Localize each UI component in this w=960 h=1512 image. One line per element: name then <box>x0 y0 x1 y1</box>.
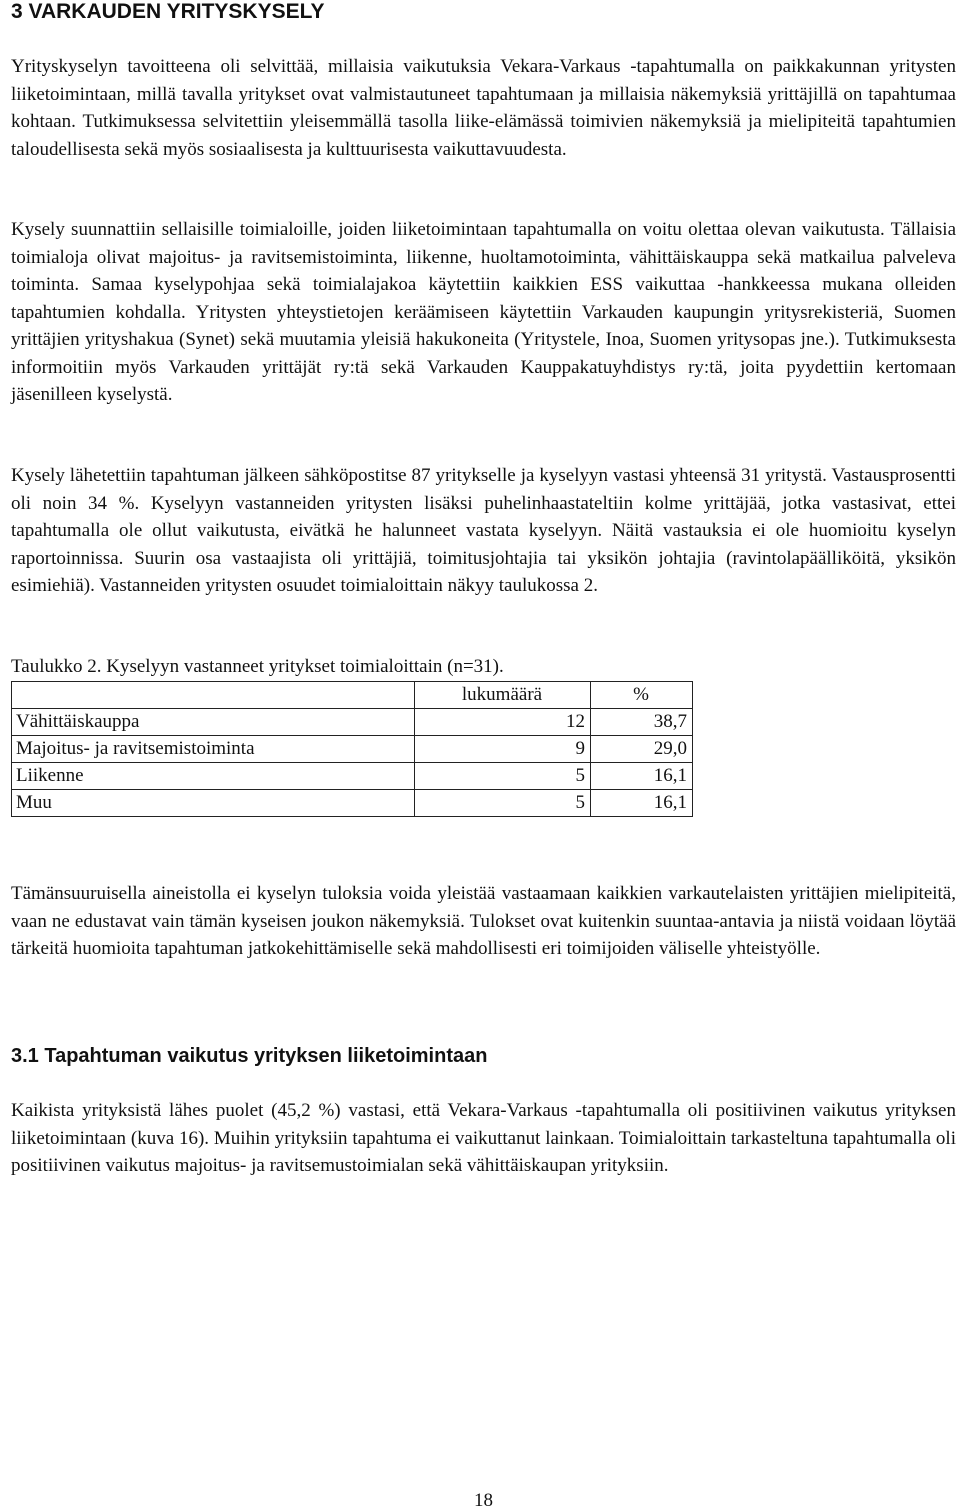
page-number: 18 <box>474 1490 493 1511</box>
paragraph-generalization: Tämänsuuruisella aineistolla ei kyselyn tuloksia voida yleistää vastaamaan kaikkien varkautelaisten yrittäjien mielipiteitä, vaan ne edustavat vain tämän kyseisen joukon näkemyksiä. Tulokset ovat kuitenkin suuntaa-antavia ja niistä voidaan löytää tärkeitä huomioita tapahtuman jatkokehittämiselle sekä mahdollisesti eri toimijoiden väliselle yhteistyölle. <box>11 883 956 959</box>
paragraph-intro: Yrityskyselyn tavoitteena oli selvittää, millaisia vaikutuksia Vekara-Varkaus -tapahtumalla on paikkakunnan yritysten liiketoimintaan, millä tavalla yritykset ovat valmistautuneet tapahtumaan ja millaisia näkemyksiä yrittäjillä on tapahtumaa kohtaan. Tutkimuksessa selvitettiin yleisemmällä tasolla liike-elämässä toimivien näkemyksiä ja mielipiteitä tapahtumien taloudellisesta sekä myös sosiaalisesta ja kulttuurisesta vaikuttavuudesta. <box>11 56 956 160</box>
row-count: 5 <box>415 790 591 817</box>
header-cell-label <box>12 682 415 709</box>
header-cell-percent: % <box>591 682 693 709</box>
row-count: 9 <box>415 736 591 763</box>
header-cell-count: lukumäärä <box>415 682 591 709</box>
respondents-table <box>11 681 693 817</box>
table-row <box>12 736 693 763</box>
row-percent: 16,1 <box>591 790 693 817</box>
table-header-row <box>12 682 693 709</box>
row-percent: 29,0 <box>591 736 693 763</box>
table-row <box>12 763 693 790</box>
row-percent: 16,1 <box>591 763 693 790</box>
row-label: Vähittäiskauppa <box>12 709 415 736</box>
row-count: 5 <box>415 763 591 790</box>
row-percent: 38,7 <box>591 709 693 736</box>
section-heading: 3 VARKAUDEN YRITYSKYSELY <box>11 0 325 23</box>
table-caption: Taulukko 2. Kyselyyn vastanneet yritykset toimialoittain (n=31). <box>11 656 504 677</box>
table-row <box>12 790 693 817</box>
row-label: Majoitus- ja ravitsemistoiminta <box>12 736 415 763</box>
paragraph-target-industries: Kysely suunnattiin sellaisille toimialoille, joiden liiketoimintaan tapahtumalla on voitu olettaa olevan vaikutusta. Tällaisia toimialoja olivat majoitus- ja ravitsemistoiminta, liikenne, huoltamotoiminta, vähittäiskauppa sekä matkailua palveleva toiminta. Samaa kyselypohjaa sekä toimialajakoa käytettiin kaikkien ESS vaikuttaa -hankkeessa mukana olleiden tapahtumien kohdalla. Yritysten yhteystietojen keräämiseen käytettiin Varkauden kaupungin yritysrekisteriä, Suomen yrittäjien yrityshakua (Synet) sekä muutamia yleisiä hakukoneita (Yritystele, Inoa, Suomen yritysopas jne.). Tutkimuksesta informoitiin myös Varkauden yrittäjät ry:tä sekä Varkauden Kauppakatuyhdistys ry:tä, joita pyydettiin kertomaan jäsenilleen kyselystä. <box>11 219 956 405</box>
row-label: Muu <box>12 790 415 817</box>
row-count: 12 <box>415 709 591 736</box>
subsection-heading: 3.1 Tapahtuman vaikutus yrityksen liiketoimintaan <box>11 1045 488 1067</box>
row-label: Liikenne <box>12 763 415 790</box>
paragraph-business-impact: Kaikista yrityksistä lähes puolet (45,2 %) vastasi, että Vekara-Varkaus -tapahtumalla oli positiivinen vaikutus yrityksen liiketoimintaan (kuva 16). Muihin yrityksiin tapahtuma ei vaikuttanut lainkaan. Toimialoittain tarkasteltuna tapahtumalla oli positiivinen vaikutus majoitus- ja ravitsemustoimialan sekä vähittäiskaupan yrityksiin. <box>11 1100 956 1176</box>
table-row <box>12 709 693 736</box>
paragraph-response-rate: Kysely lähetettiin tapahtuman jälkeen sähköpostitse 87 yritykselle ja kyselyyn vastasi yhteensä 31 yritystä. Vastausprosentti oli noin 34 %. Kyselyyn vastanneiden yritysten lisäksi puhelinhaastateltiin kolme yrittäjää, jotka vastasivat, ettei tapahtumalla ole ollut vaikutusta, eivätkä he halunneet vastata kyselyyn. Näitä vastauksia ei ole huomioitu kyselyn raportoinnissa. Suurin osa vastaajista oli yrittäjiä, toimitusjohtajia tai yksikön johtajia (ravintolapäälliköitä, yksikön esimiehiä). Vastanneiden yritysten osuudet toimialoittain näkyy taulukossa 2. <box>11 465 956 596</box>
